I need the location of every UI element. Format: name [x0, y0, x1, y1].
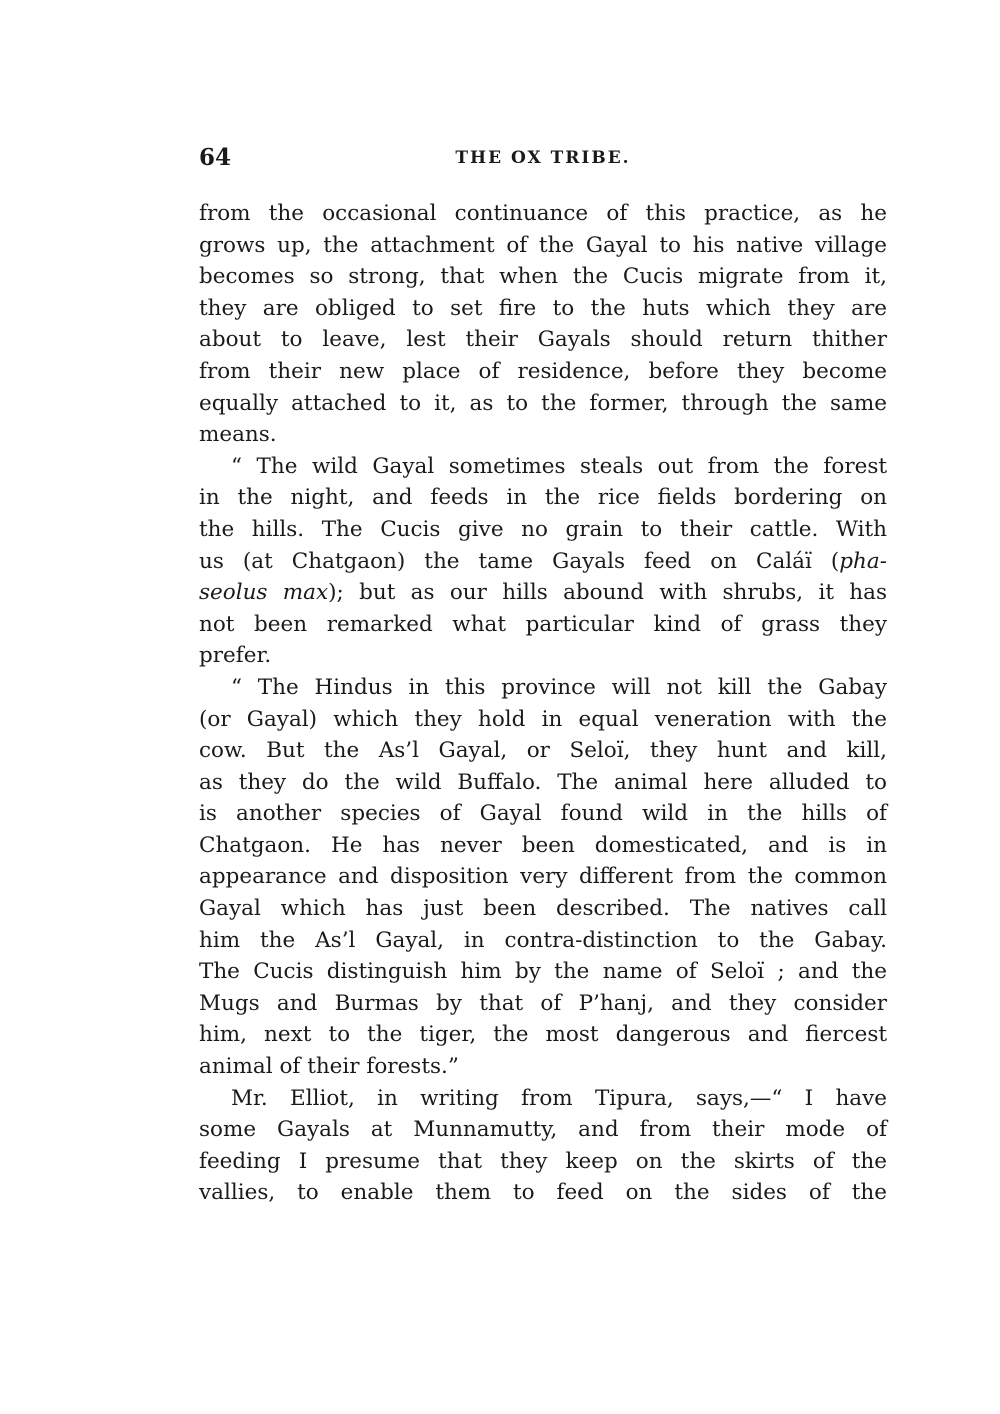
- text-line: (or Gayal) which they hold in equal veneration with the: [199, 706, 887, 732]
- text-line: Chatgaon. He has never been domesticated, and is in: [199, 832, 887, 858]
- text-line: Mr. Elliot, in writing from Tipura, says,—“ I have: [231, 1085, 887, 1111]
- text-line: is another species of Gayal found wild in the hills of: [199, 801, 887, 827]
- text-segment: us (at Chatgaon) the tame Gayals feed on Caláï (: [199, 548, 840, 574]
- text-line: equally attached to it, as to the former, through the same: [199, 390, 887, 416]
- page-number: 64: [199, 144, 232, 171]
- text-line: “ The wild Gayal sometimes steals out from the forest: [231, 453, 887, 479]
- text-line: him the As’l Gayal, in contra-distinction to the Gabay.: [199, 927, 887, 953]
- text-line: animal of their forests.”: [199, 1054, 459, 1080]
- text-line: they are obliged to set fire to the huts which they are: [199, 295, 887, 321]
- text-line: not been remarked what particular kind of grass they: [199, 611, 887, 637]
- running-title: THE OX TRIBE.: [455, 148, 631, 168]
- text-segment: ); but as our hills abound with shrubs, it has: [328, 580, 887, 606]
- text-line: Gayal which has just been described. The natives call: [199, 896, 887, 922]
- text-line: becomes so strong, that when the Cucis migrate from it,: [199, 264, 887, 290]
- text-line: “ The Hindus in this province will not kill the Gabay: [231, 674, 887, 700]
- text-line: Mugs and Burmas by that of P’hanj, and they consider: [199, 990, 887, 1016]
- text-line: vallies, to enable them to feed on the sides of the: [199, 1180, 887, 1206]
- text-line: feeding I presume that they keep on the skirts of the: [199, 1148, 887, 1174]
- text-line: him, next to the tiger, the most dangerous and fiercest: [199, 1022, 887, 1048]
- text-line: about to leave, lest their Gayals should return thither: [199, 327, 887, 353]
- text-line: The Cucis distinguish him by the name of Seloï ; and the: [199, 959, 887, 985]
- text-line: prefer.: [199, 643, 272, 669]
- italic-text: seolus max: [199, 580, 329, 606]
- text-line: some Gayals at Munnamutty, and from their mode of: [199, 1117, 887, 1143]
- text-line: [199, 546, 887, 578]
- page-header: [199, 140, 887, 176]
- italic-text: pha-: [839, 548, 887, 574]
- body-text: [199, 198, 887, 1209]
- text-line: in the night, and feeds in the rice fields bordering on: [199, 485, 887, 511]
- text-line: from their new place of residence, before they become: [199, 358, 887, 384]
- text-line: grows up, the attachment of the Gayal to his native village: [199, 232, 887, 258]
- text-line: appearance and disposition very different from the common: [199, 864, 887, 890]
- text-line: means.: [199, 422, 277, 448]
- text-line: as they do the wild Buffalo. The animal here alluded to: [199, 769, 887, 795]
- text-line: the hills. The Cucis give no grain to their cattle. With: [199, 516, 887, 542]
- text-line: [199, 577, 887, 609]
- text-line: from the occasional continuance of this practice, as he: [199, 201, 887, 226]
- text-line: cow. But the As’l Gayal, or Seloï, they hunt and kill,: [199, 738, 887, 764]
